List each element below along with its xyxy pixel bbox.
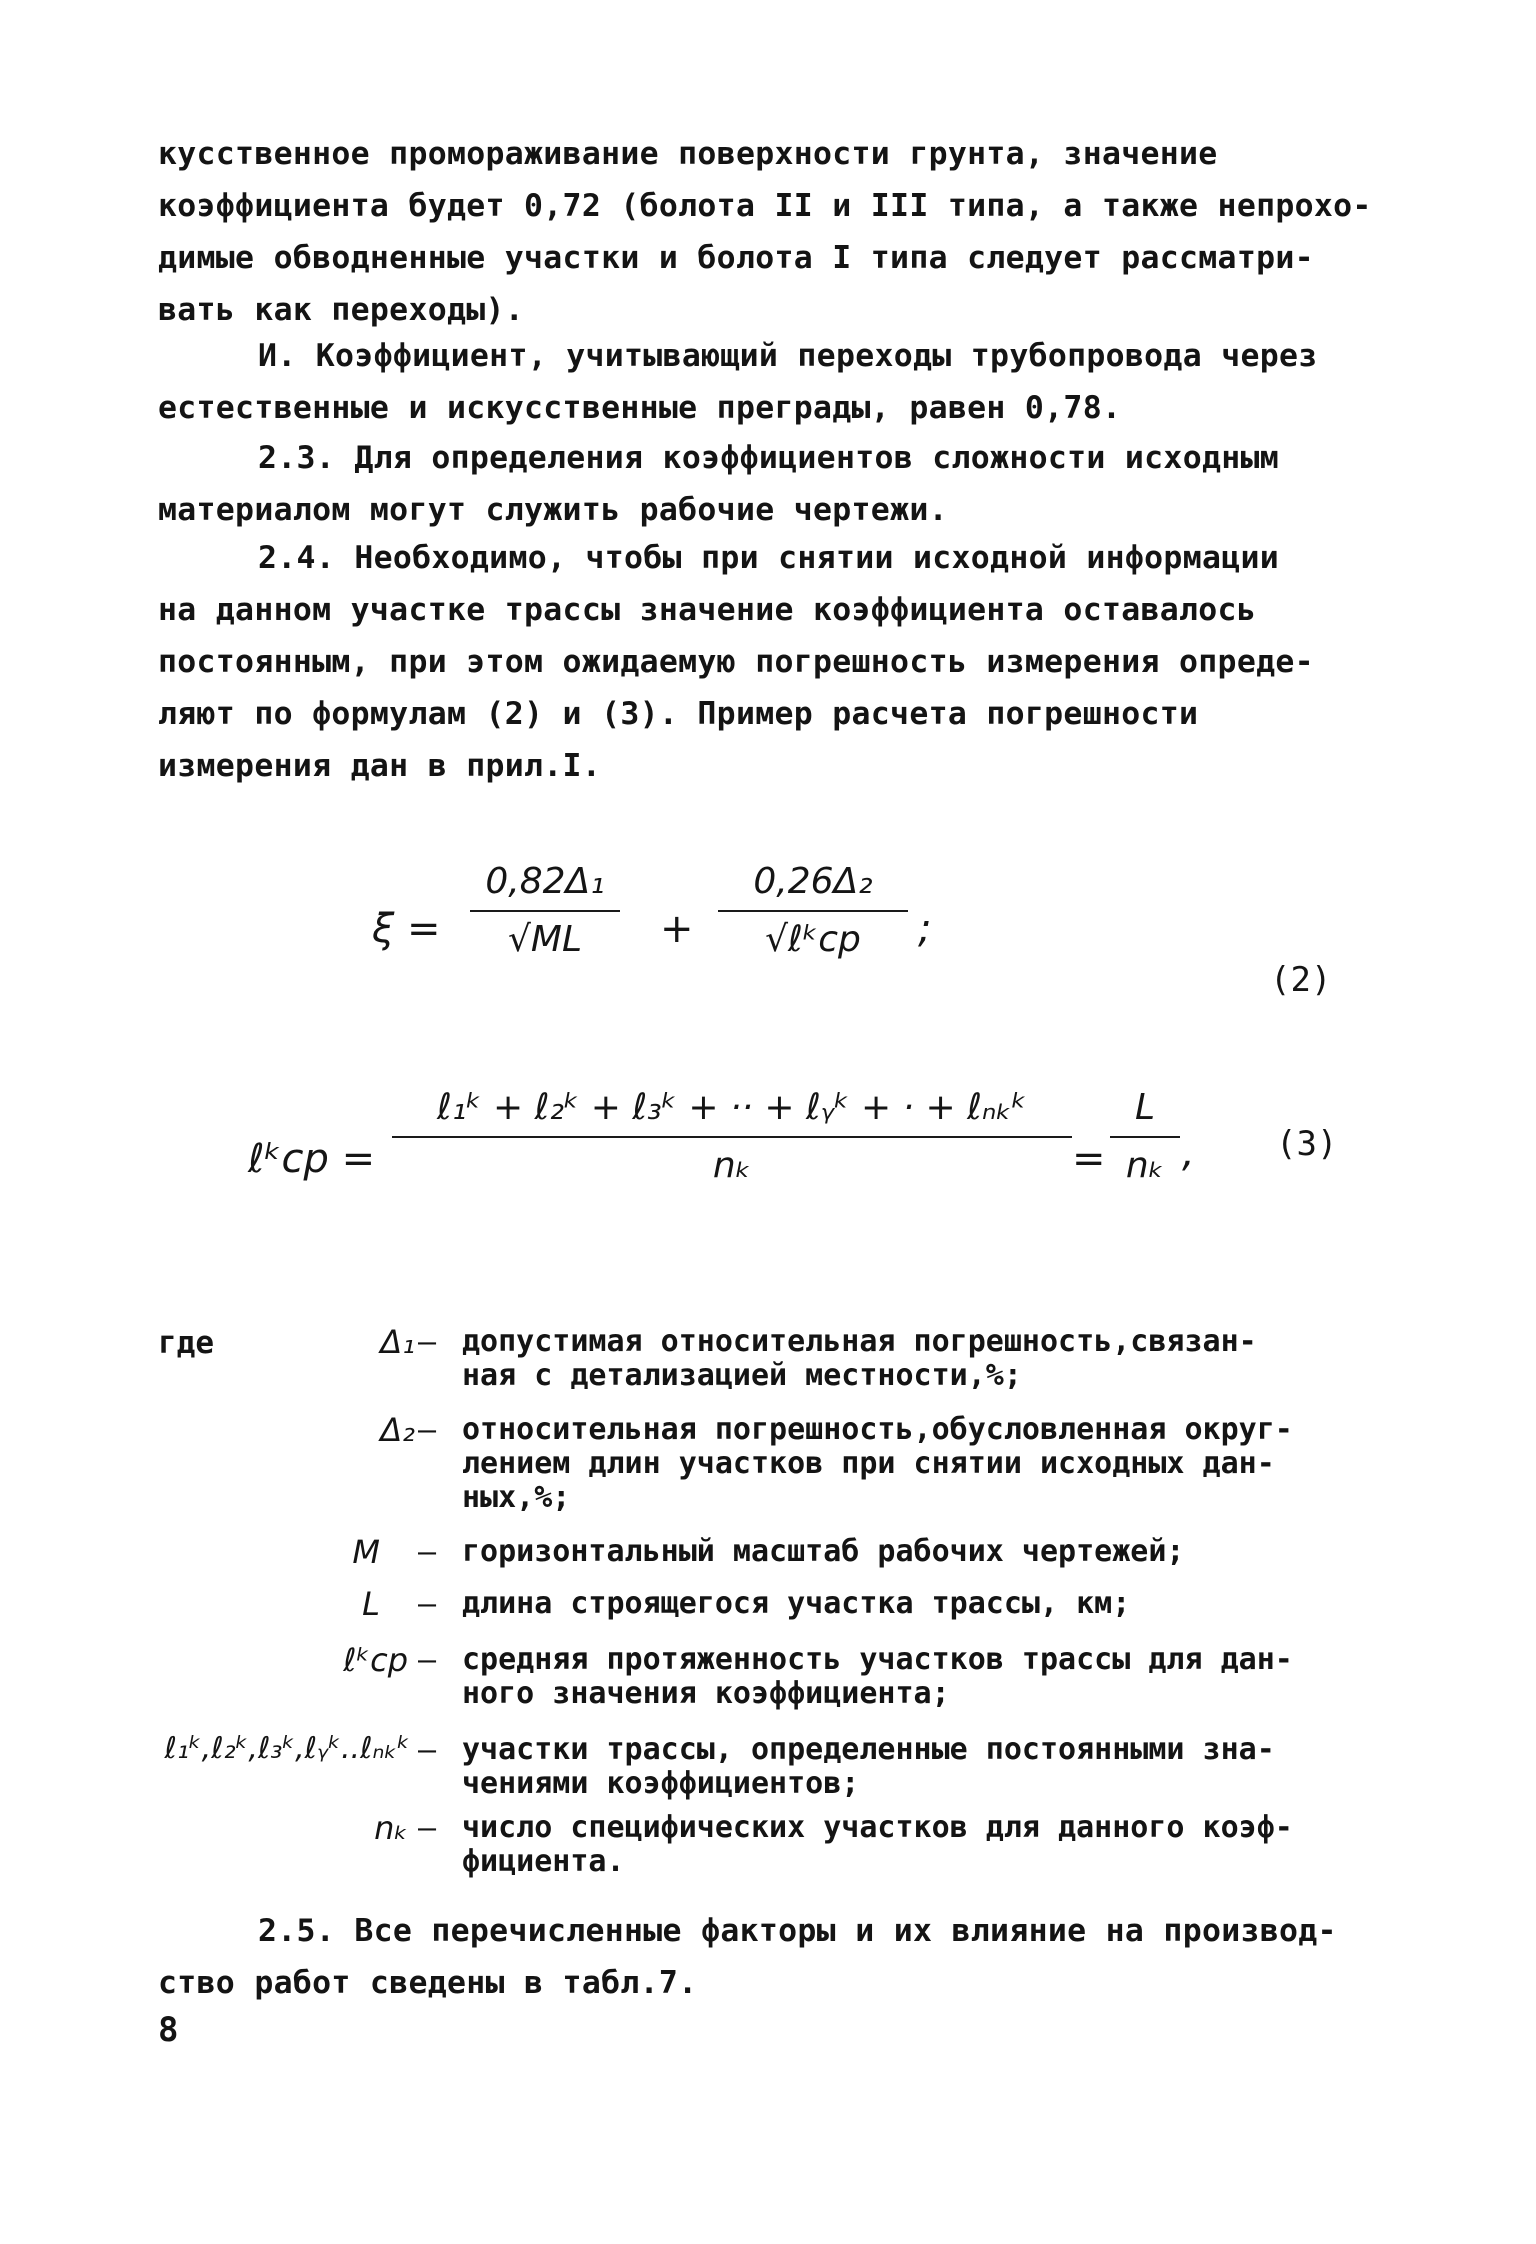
fraction-numerator: 0,26Δ₂	[753, 861, 873, 902]
text-line: ляют по формулам (2) и (3). Пример расчета погрешности	[158, 696, 1199, 732]
formula-2-number: (2)	[1270, 960, 1332, 1000]
text-line: естественные и искусственные преграды, равен 0,78.	[158, 390, 1122, 426]
text-line: димые обводненные участки и болота I типа следует рассматри-	[158, 240, 1314, 276]
definition-dash: –	[418, 1733, 437, 1768]
fraction-bar	[1110, 1136, 1180, 1138]
paragraph-1	[158, 128, 1408, 336]
formula-3-comma: ,	[1182, 1130, 1195, 1176]
text-line: ство работ сведены в табл.7.	[158, 1965, 698, 2001]
definition-text: участки трассы, определенные постоянными зна- чениями коэффициентов;	[462, 1732, 1275, 1801]
fraction-denominator: nₖ	[712, 1145, 752, 1186]
formula-3-number: (3)	[1276, 1124, 1338, 1164]
definition-text: длина строящегося участка трассы, км;	[462, 1586, 1131, 1621]
definition-dash: –	[418, 1587, 437, 1622]
formula-3-fraction-1	[392, 1086, 1072, 1188]
fraction-numerator: 0,82Δ₁	[485, 861, 605, 902]
text-line: на данном участке трассы значение коэффициента оставалось	[158, 592, 1257, 628]
definition-text: число специфических участков для данного коэф- фициента.	[462, 1810, 1293, 1879]
definition-dash: –	[418, 1325, 437, 1360]
formula-3-equals: =	[1072, 1136, 1106, 1182]
fraction-bar	[470, 910, 620, 912]
text-line: материалом могут служить рабочие чертежи.	[158, 492, 948, 528]
definition-text: допустимая относительная погрешность,связан- ная с детализацией местности,%;	[462, 1324, 1257, 1393]
page-number: 8	[158, 2010, 179, 2050]
formula-2-lhs: ξ =	[372, 906, 441, 952]
fraction-denominator: √ℓᵏср	[765, 919, 861, 960]
definition-text: горизонтальный масштаб рабочих чертежей;	[462, 1534, 1185, 1569]
text-line: измерения дан в прил.I.	[158, 748, 602, 784]
paragraph-4	[158, 532, 1408, 792]
definition-symbol: M	[352, 1533, 380, 1571]
text-line: 2.3. Для определения коэффициентов сложности исходным	[258, 440, 1280, 476]
definition-dash: –	[418, 1413, 437, 1448]
definition-symbol: nₖ	[374, 1809, 408, 1847]
definition-symbol: Δ₁	[380, 1323, 415, 1361]
text-line: постоянным, при этом ожидаемую погрешность измерения опреде-	[158, 644, 1314, 680]
definition-symbol: ℓ₁ᵏ,ℓ₂ᵏ,ℓ₃ᵏ,ℓᵧᵏ..ℓₙₖᵏ	[164, 1731, 410, 1766]
definition-dash: –	[418, 1811, 437, 1846]
formula-2	[0, 860, 1536, 1020]
definition-dash: –	[418, 1535, 437, 1570]
formula-2-fraction-1	[470, 860, 620, 962]
definition-text: относительная погрешность,обусловленная округ- лением длин участков при снятии исходных дан- ных,%;	[462, 1412, 1293, 1515]
formula-3	[0, 1080, 1536, 1240]
text-line: 2.4. Необходимо, чтобы при снятии исходной информации	[258, 540, 1280, 576]
text-line: 2.5. Все перечисленные факторы и их влияние на производ-	[258, 1913, 1337, 1949]
fraction-numerator: ℓ₁ᵏ + ℓ₂ᵏ + ℓ₃ᵏ + ·· + ℓᵧᵏ + · + ℓₙₖᵏ	[436, 1087, 1028, 1128]
definition-text: средняя протяженность участков трассы для дан- ного значения коэффициента;	[462, 1642, 1293, 1711]
paragraph-5	[158, 1905, 1408, 2009]
formula-2-semicolon: ;	[918, 906, 932, 952]
where-label: где	[158, 1325, 214, 1361]
formula-2-plus: +	[660, 906, 694, 952]
fraction-bar	[392, 1136, 1072, 1138]
text-line: кусственное промораживание поверхности грунта, значение	[158, 136, 1218, 172]
definition-symbol: Δ₂	[380, 1411, 415, 1449]
fraction-bar	[718, 910, 908, 912]
paragraph-2	[158, 330, 1408, 434]
text-line: коэффициента будет 0,72 (болота II и III типа, а также непрохо-	[158, 188, 1372, 224]
paragraph-3	[158, 432, 1408, 536]
definition-symbol: L	[362, 1585, 380, 1623]
fraction-denominator: nₖ	[1125, 1145, 1165, 1186]
fraction-denominator: √ML	[507, 919, 583, 960]
text-line: И. Коэффициент, учитывающий переходы трубопровода через	[258, 338, 1318, 374]
definition-dash: –	[418, 1643, 437, 1678]
formula-3-lhs: ℓᵏср =	[248, 1136, 376, 1182]
fraction-numerator: L	[1134, 1087, 1156, 1128]
text-line: вать как переходы).	[158, 292, 525, 328]
definition-symbol: ℓᵏср	[343, 1641, 408, 1679]
formula-3-fraction-2	[1110, 1086, 1180, 1188]
formula-2-fraction-2	[718, 860, 908, 962]
